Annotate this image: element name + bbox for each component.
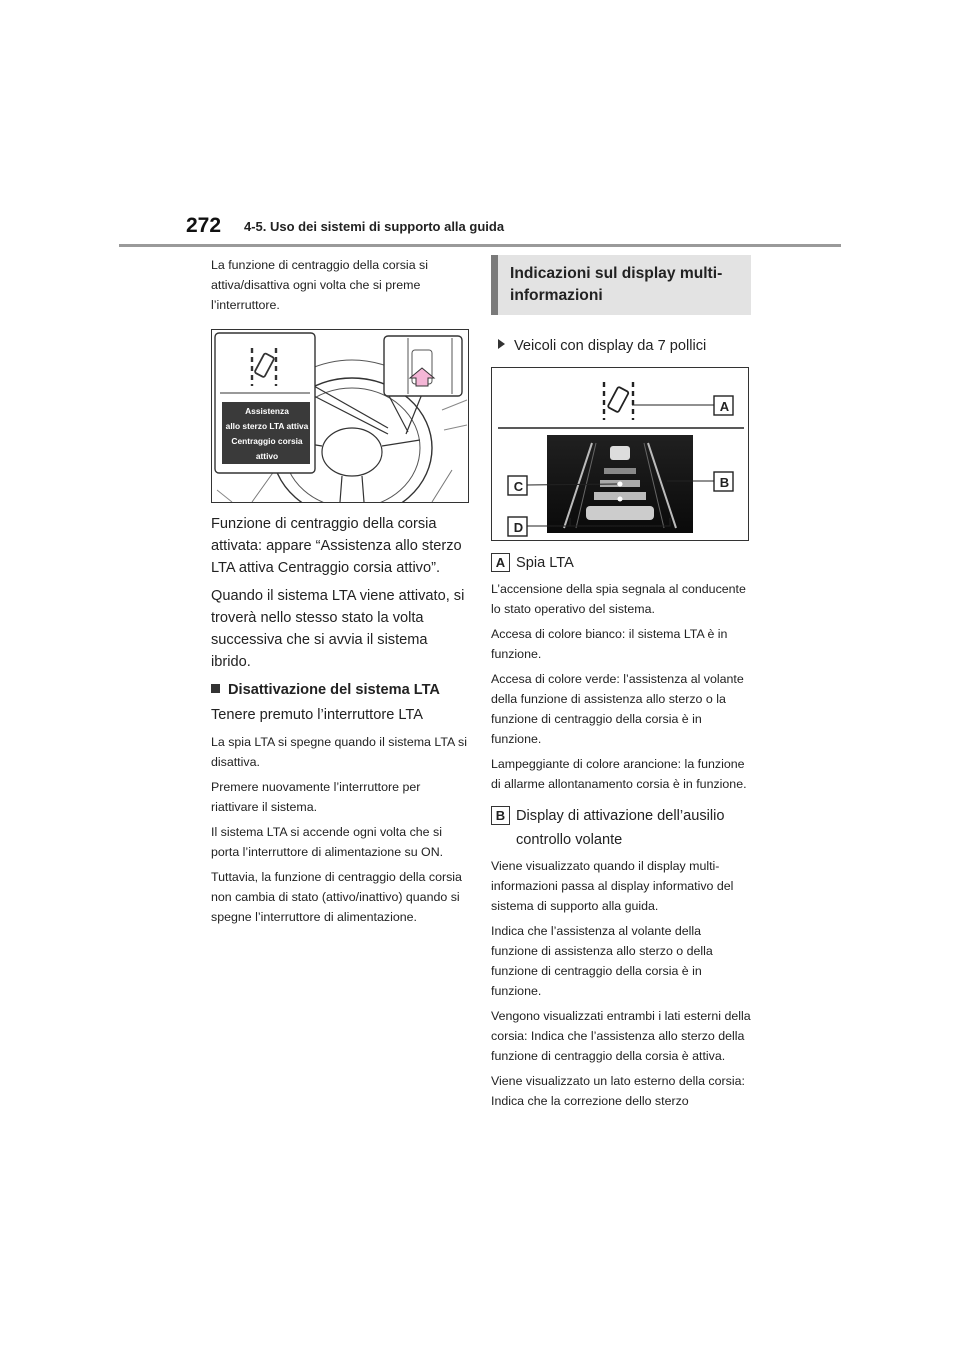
square-bullet-icon (211, 684, 220, 693)
lta-indicator-icon (604, 382, 633, 420)
page-number: 272 (186, 214, 222, 237)
label-b: B (719, 475, 730, 490)
multi-info-display-figure (491, 367, 749, 541)
section-deactivation-lead: Tenere premuto l’interruttore LTA (211, 707, 423, 723)
para-state-retained: Quando il sistema LTA viene attivato, si troverà nello stesso stato la volta successiva che si avvia il sistema ibrido. (211, 588, 465, 670)
lta-message-panel (223, 403, 311, 465)
item-a-title: Spia LTA (516, 555, 574, 571)
note-3: Il sistema LTA si accende ogni volta che si porta l’interruttore di alimentazione su ON. (211, 825, 444, 859)
vehicle-variant-item: Veicoli con display da 7 pollici (491, 335, 751, 357)
item-b-head (491, 804, 751, 852)
label-d: D (513, 520, 524, 535)
item-a-para-2: Accesa di colore bianco: il sistema LTA è in funzione. (491, 627, 728, 661)
lta-switch-figure (211, 329, 469, 503)
item-b-para-2: Indica che l’assistenza al volante della funzione di assistenza allo sterzo o della funzione di centraggio della corsia è in funzione. (491, 924, 713, 998)
item-b-para-1: Viene visualizzato quando il display multi-informazioni passa al display informativo del sistema di supporto alla guida. (491, 859, 734, 913)
header-rule (119, 244, 841, 247)
para-activated: Funzione di centraggio della corsia attivata: appare “Assistenza allo sterzo LTA attiva Centraggio corsia attivo”. (211, 516, 462, 576)
section-display-title: Indicazioni sul display multi-informazioni (491, 255, 751, 315)
note-2: Premere nuovamente l’interruttore per riattivare il sistema. (211, 780, 421, 814)
label-c: C (513, 479, 524, 494)
note-1: La spia LTA si spegne quando il sistema LTA si disattiva. (211, 735, 467, 769)
triangle-bullet-icon (498, 339, 505, 349)
display-illustration (492, 368, 748, 540)
label-a: A (719, 399, 730, 414)
item-b-title: Display di attivazione dell’ausilio controllo volante (516, 808, 725, 848)
chapter-title: 4-5. Uso dei sistemi di supporto alla guida (244, 219, 505, 234)
right-column (491, 255, 751, 1116)
message-line-3: Centraggio corsia attivo (231, 436, 303, 461)
message-line-2: allo sterzo LTA attiva (225, 421, 309, 431)
item-b-para-4: Viene visualizzato un lato esterno della corsia: Indica che la correzione dello sterzo (491, 1074, 745, 1108)
item-a-para-4: Lampeggiante di colore arancione: la funzione di allarme allontanamento corsia è in funzione. (491, 757, 747, 791)
left-column (211, 255, 469, 932)
intro-text: La funzione di centraggio della corsia si attiva/disattiva ogni volta che si preme l’interruttore. (211, 258, 428, 312)
message-line-1: Assistenza (245, 406, 289, 416)
section-deactivation-title: Disattivazione del sistema LTA (211, 679, 469, 701)
item-a-para-3: Accesa di colore verde: l’assistenza al volante della funzione di assistenza allo sterzo o la funzione di centraggio della corsia è in funzione. (491, 672, 744, 746)
item-a-para-1: L’accensione della spia segnala al conducente lo stato operativo del sistema. (491, 582, 746, 616)
item-a-label: A (491, 553, 510, 572)
note-4: Tuttavia, la funzione di centraggio della corsia non cambia di stato (attivo/inattivo) quando si spegne l’interruttore di alimentazione. (211, 870, 462, 924)
item-b-label: B (491, 806, 510, 825)
item-a-head (491, 551, 751, 575)
item-b-para-3: Vengono visualizzati entrambi i lati esterni della corsia: Indica che l’assistenza allo sterzo della funzione di centraggio della corsia è attiva. (491, 1009, 751, 1063)
